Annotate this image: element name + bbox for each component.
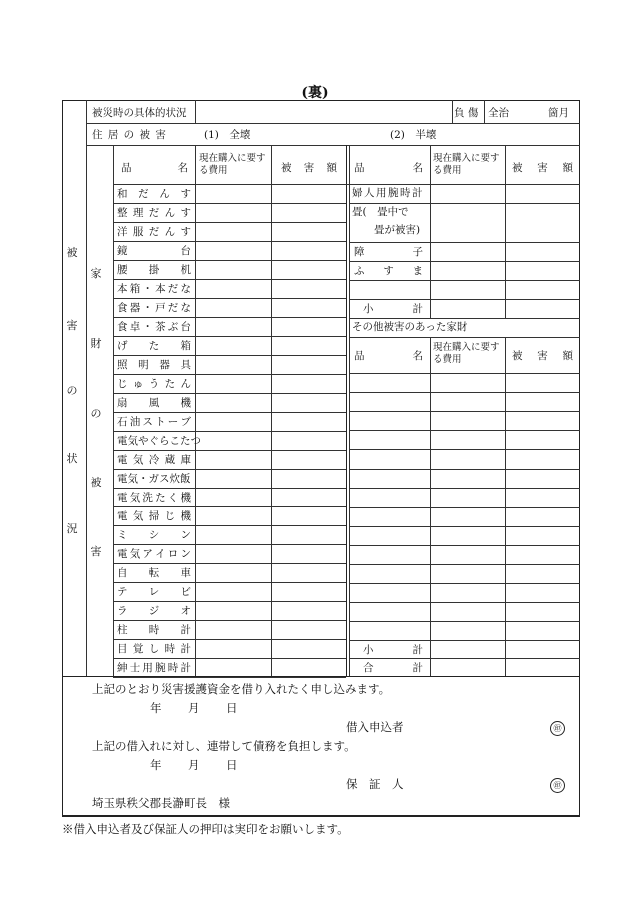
table-row-item: 照 明 器 具 [117,359,191,371]
grid-line [346,145,347,676]
application-statement: 上記のとおり災害援護資金を借り入れたく申し込みます。 [92,682,391,696]
guarantor-label: 保 証 人 [346,777,404,791]
grid-line [86,123,580,124]
guarantee-statement: 上記の借入れに対し、連帯して債務を負担します。 [92,739,356,753]
table-row-item: テ レ ビ [117,586,191,598]
grid-line [484,100,485,123]
table-row-item: 食 器 ・ 戸 だ な [117,302,191,314]
vertical-label-char: 被 [90,476,102,489]
grid-line [349,449,580,450]
table-row-item: じ ゅ う た ん [117,378,191,390]
grid-line [349,488,580,489]
table-row-item: 腰 掛 机 [117,264,191,276]
grid-line [349,526,580,527]
grid-line [349,564,580,565]
grid-line [349,469,580,470]
table-row-item: 和 だ ん す [117,188,191,200]
damage-header-left [273,148,345,186]
header-char: 被 [512,349,523,362]
right-item-shoji [349,242,428,261]
vertical-label-char: 被 [66,246,78,259]
item-char: 計 [412,661,423,674]
header-char: 名 [412,349,423,362]
table-row-item: 電 気 ア イ ロ ン [117,548,191,560]
grid-line [349,507,580,508]
date-year-label: 年 [150,758,162,772]
grid-line [349,621,580,622]
item-char: 小 [363,643,374,656]
date-year-label: 年 [150,701,162,715]
addressee: 埼玉県秩父郡長瀞町長 様 [92,796,230,810]
table-row-item: 電 気 冷 蔵 庫 [117,454,191,466]
table-row-item: 扇 風 機 [117,397,191,409]
item-char: 合 [363,661,374,674]
header-char: 被 [512,161,523,174]
house-damage-label: 住 居 の 被 害 [92,129,167,141]
grid-line [195,100,196,123]
header-char: 品 [354,349,365,362]
item-name-header-right [349,148,428,186]
item-char: 障 [354,246,365,258]
grid-line [349,545,580,546]
table-row-item: 洋 服 だ ん す [117,226,191,238]
half-collapse-option[interactable]: (2) 半壊 [390,129,437,141]
table-row-item: 整 理 だ ん す [117,207,191,219]
vertical-label-char: 害 [66,319,78,332]
table-row-item: 電気・ガス炊飯 [117,473,191,485]
item-name-header-left [117,148,192,186]
grid-line [195,145,196,676]
page-title: (裏) [301,85,329,101]
item-char: 子 [412,246,423,258]
seal-mark: ㊞ [550,721,565,736]
item-char: ま [412,265,423,277]
header-char: 名 [412,161,423,174]
full-recovery-label: 全治 [488,107,509,119]
full-collapse-option[interactable]: (1) 全壊 [204,129,251,141]
header-char: 額 [562,349,573,362]
date-month-label: 月 [188,701,200,715]
damage-header-right [505,148,580,186]
item-char: 計 [412,303,423,315]
grid-line [349,430,580,431]
header-char: 品 [121,161,132,174]
grid-line [430,145,431,318]
vertical-label-char: 状 [66,452,78,465]
table-row-item: 自 転 車 [117,567,191,579]
date-day-label: 日 [226,758,238,772]
table-row-item: ラ ジ オ [117,605,191,617]
item-char: ふ [354,265,365,277]
table-row-item: 紳 士 用 腕 時 計 [117,662,191,674]
item-char: す [383,265,394,277]
right-item-tatami-line2: 畳が被害) [374,224,421,236]
grid-line [349,392,580,393]
table-row-item: 電気やぐらこたつ [117,435,201,447]
grid-line [349,411,580,412]
table-row-item: げ た 箱 [117,340,191,352]
right-total [349,658,428,676]
injury-label: 負 傷 [454,107,479,119]
table-row-item: 目 覚 し 時 計 [117,643,191,655]
header-char: 害 [537,349,548,362]
table-row-item: 本 箱 ・ 本 だ な [117,283,191,295]
date-day-label: 日 [226,701,238,715]
grid-line [349,280,580,281]
header-char: 害 [303,161,315,174]
table-row-item: 電 気 洗 た く 機 [117,492,191,504]
vertical-label-char: 財 [90,337,102,350]
vertical-label-char: 家 [90,267,102,280]
cost-header-right-2: 現在購入に要する費用 [433,342,500,365]
grid-line [349,373,580,374]
vertical-label-char: の [66,384,78,397]
header-char: 額 [562,161,573,174]
right-item-ladies-watch: 婦人用腕時計 [352,187,424,199]
header-char: 品 [354,161,365,174]
item-char: 小 [363,303,374,315]
grid-line [271,145,272,676]
table-row-item: 石 油 ス ト ー ブ [117,416,191,428]
table-row-item: ミ シ ン [117,529,191,541]
right-subtotal-upper [349,299,428,318]
grid-line [349,203,580,204]
grid-line [349,583,580,584]
table-row-item: 電 気 掃 じ 機 [117,510,191,522]
table-row-item: 食 卓 ・ 茶 ぶ 台 [117,321,191,333]
right-item-tatami-line1: 畳( 畳中で [352,206,409,218]
item-name-header-right-2 [349,337,428,373]
header-char: 害 [537,161,548,174]
vertical-label-char: 害 [90,545,102,558]
situation-label: 被災時の具体的状況 [92,107,187,119]
grid-line [349,318,580,319]
grid-line [452,100,453,123]
right-subtotal-lower [349,640,428,658]
applicant-label: 借入申込者 [346,720,404,734]
grid-line [113,677,346,678]
grid-line [62,816,580,817]
header-char: 被 [281,161,292,174]
seal-mark: ㊞ [550,778,565,793]
table-row-item: 柱 時 計 [117,624,191,636]
header-char: 額 [326,161,337,174]
vertical-label-char: 況 [66,522,78,535]
table-row-item: 鏡 台 [117,245,191,257]
date-month-label: 月 [188,758,200,772]
cost-header-left: 現在購入に要する費用 [199,153,266,176]
item-char: 計 [412,643,423,656]
cost-header-right: 現在購入に要する費用 [433,153,500,176]
damage-header-right-2 [505,337,580,373]
grid-line [86,100,87,676]
other-damage-label: その他被害のあった家財 [352,321,468,333]
right-item-fusuma [349,261,428,280]
vertical-label-char: の [90,407,102,420]
footnote: ※借入申込者及び保証人の押印は実印をお願いします。 [62,822,349,836]
header-char: 名 [177,161,188,174]
grid-line [349,602,580,603]
months-unit: 箇月 [548,107,569,119]
